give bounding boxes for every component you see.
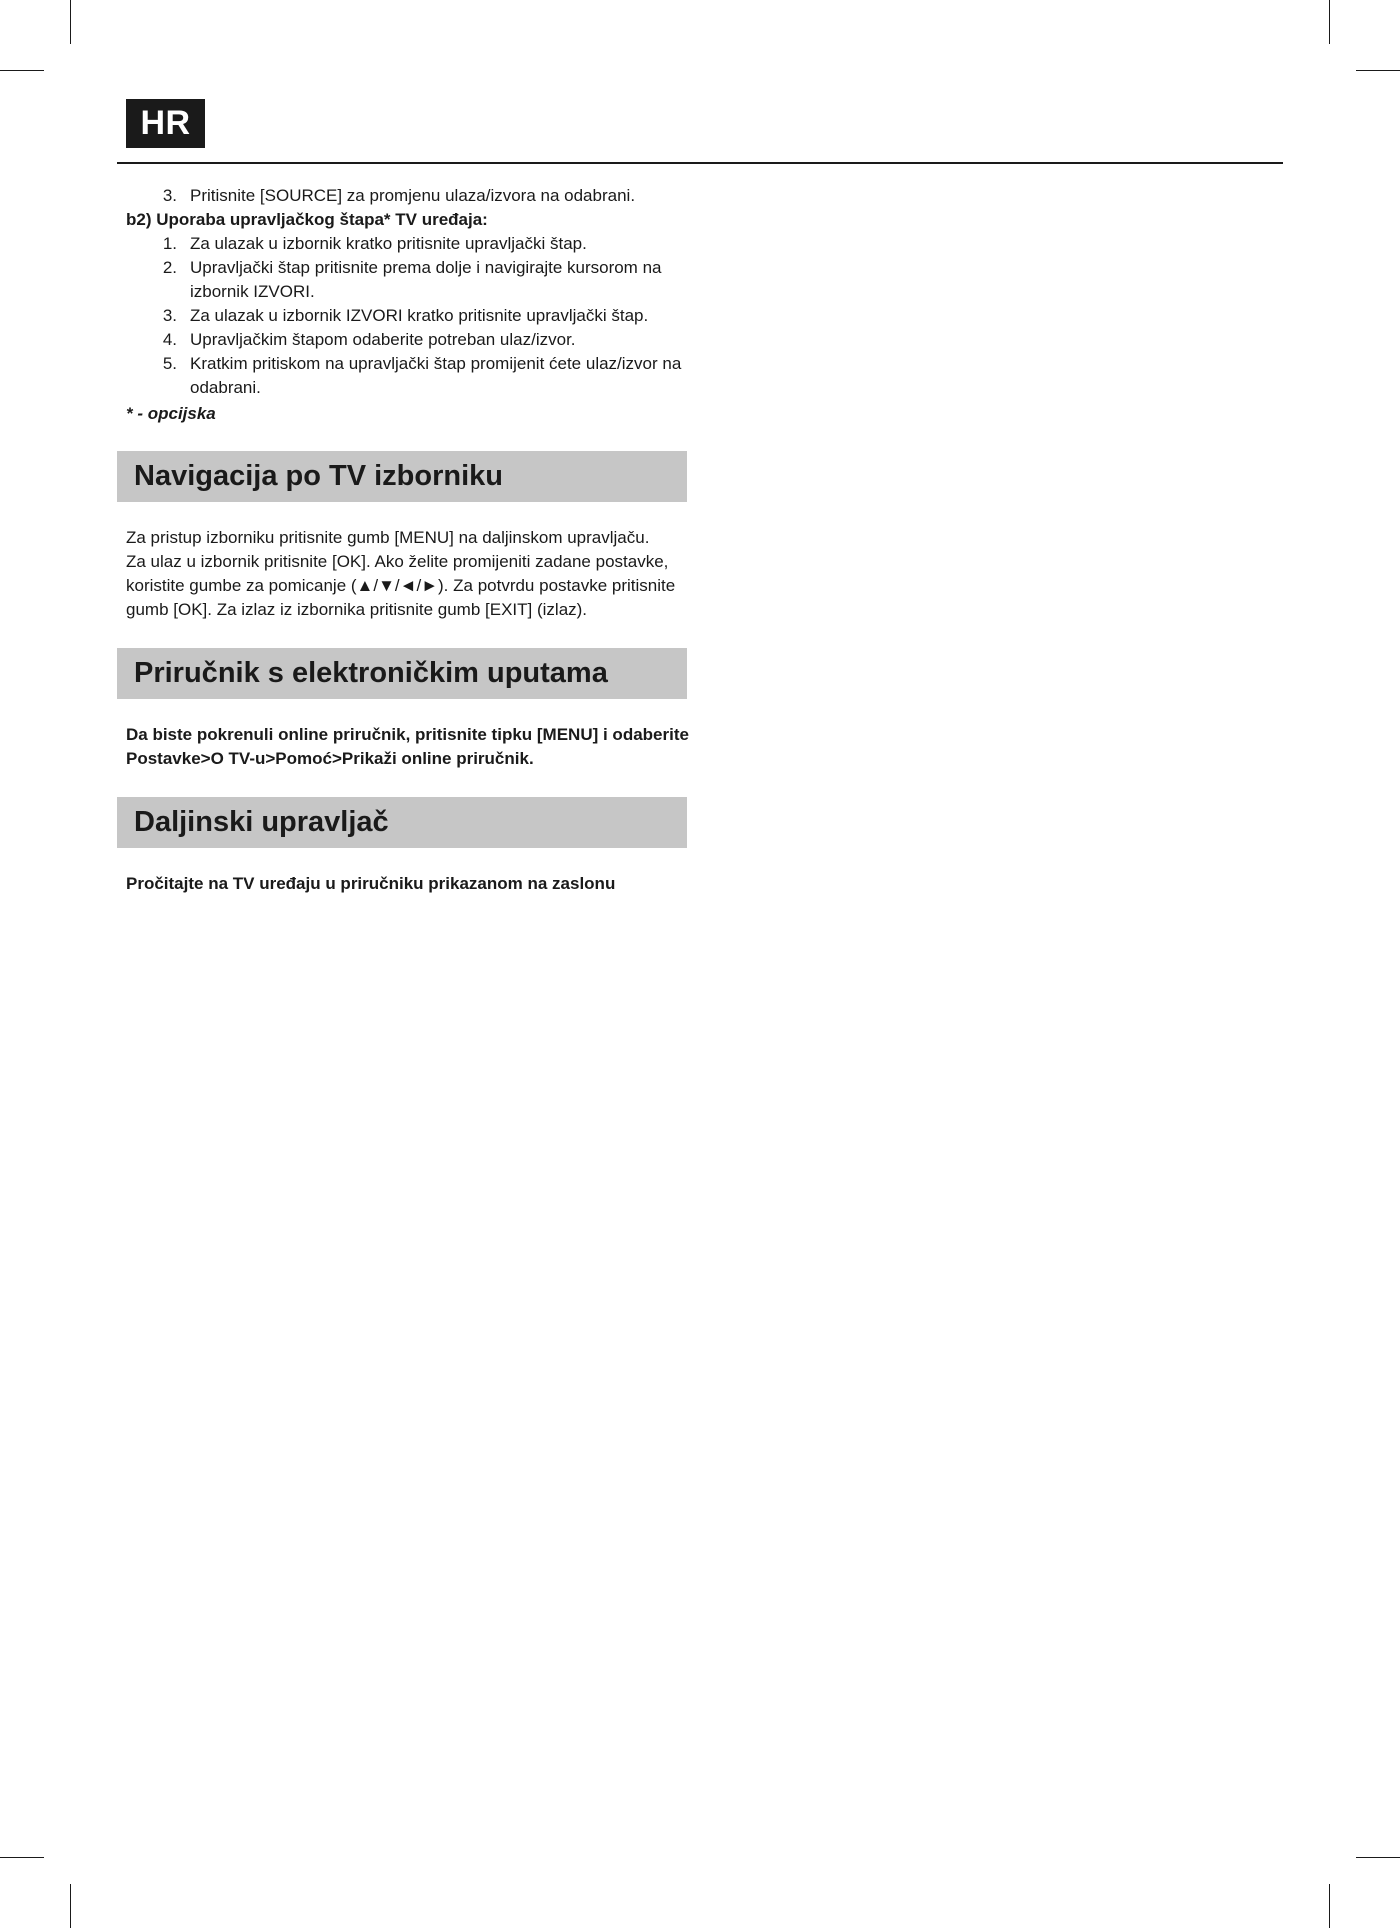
paragraph-line: Postavke>O TV-u>Pomoć>Prikaži online priručnik. — [126, 749, 534, 768]
crop-mark — [0, 1857, 44, 1858]
paragraph-line: Za ulaz u izbornik pritisnite [OK]. Ako želite promijeniti zadane postavke, — [126, 552, 669, 571]
paragraph-line: gumb [OK]. Za izlaz iz izbornika pritisnite gumb [EXIT] (izlaz). — [126, 600, 588, 619]
list-text: Upravljačkim štapom odaberite potreban ulaz/izvor. — [190, 330, 576, 349]
crop-mark — [0, 70, 44, 71]
paragraph-line: Pročitajte na TV uređaju u priručniku prikazanom na zaslonu — [126, 874, 616, 893]
list-item — [126, 304, 696, 328]
section-body-remote-control — [126, 872, 696, 896]
list-number: 2. — [162, 258, 177, 277]
header-rule — [117, 162, 1283, 164]
list-item — [126, 352, 696, 400]
list-text: Za ulazak u izbornik IZVORI kratko pritisnite upravljački štap. — [190, 306, 649, 325]
list-number: 4. — [162, 330, 177, 349]
list-item — [126, 184, 696, 208]
crop-mark — [1356, 70, 1400, 71]
list-item — [126, 232, 696, 256]
crop-mark — [70, 0, 71, 44]
section-heading-navigation: Navigacija po TV izborniku — [117, 451, 687, 502]
list-item — [126, 328, 696, 352]
list-number: 5. — [162, 354, 177, 373]
list-item — [126, 256, 696, 304]
paragraph-line: koristite gumbe za pomicanje (▲/▼/◄/►). Za potvrdu postavke pritisnite — [126, 576, 676, 595]
section-heading-e-manual: Priručnik s elektroničkim uputama — [117, 648, 687, 699]
list-number: 3. — [162, 186, 177, 205]
list-text: Pritisnite [SOURCE] za promjenu ulaza/izvora na odabrani. — [190, 186, 636, 205]
list-text: Upravljački štap pritisnite prema dolje i navigirajte kursorom na izbornik IZVORI. — [190, 258, 662, 301]
footnote: * - opcijska — [126, 404, 216, 423]
content-column — [126, 184, 696, 896]
crop-mark — [1329, 0, 1330, 44]
section-heading-remote-control: Daljinski upravljač — [117, 797, 687, 848]
crop-mark — [70, 1884, 71, 1928]
crop-mark — [1329, 1884, 1330, 1928]
paragraph-line: Za pristup izborniku pritisnite gumb [MENU] na daljinskom upravljaču. — [126, 528, 650, 547]
list-number: 1. — [162, 234, 177, 253]
subheading-b2: b2) Uporaba upravljačkog štapa* TV uređaja: — [126, 210, 488, 229]
list-text: Za ulazak u izbornik kratko pritisnite upravljački štap. — [190, 234, 587, 253]
paragraph-line: Da biste pokrenuli online priručnik, pritisnite tipku [MENU] i odaberite — [126, 725, 689, 744]
list-text: Kratkim pritiskom na upravljački štap promijenit ćete ulaz/izvor na odabrani. — [190, 354, 682, 397]
section-body-navigation — [126, 526, 696, 622]
list-number: 3. — [162, 306, 177, 325]
section-body-e-manual — [126, 723, 696, 771]
language-badge: HR — [126, 99, 205, 148]
crop-mark — [1356, 1857, 1400, 1858]
